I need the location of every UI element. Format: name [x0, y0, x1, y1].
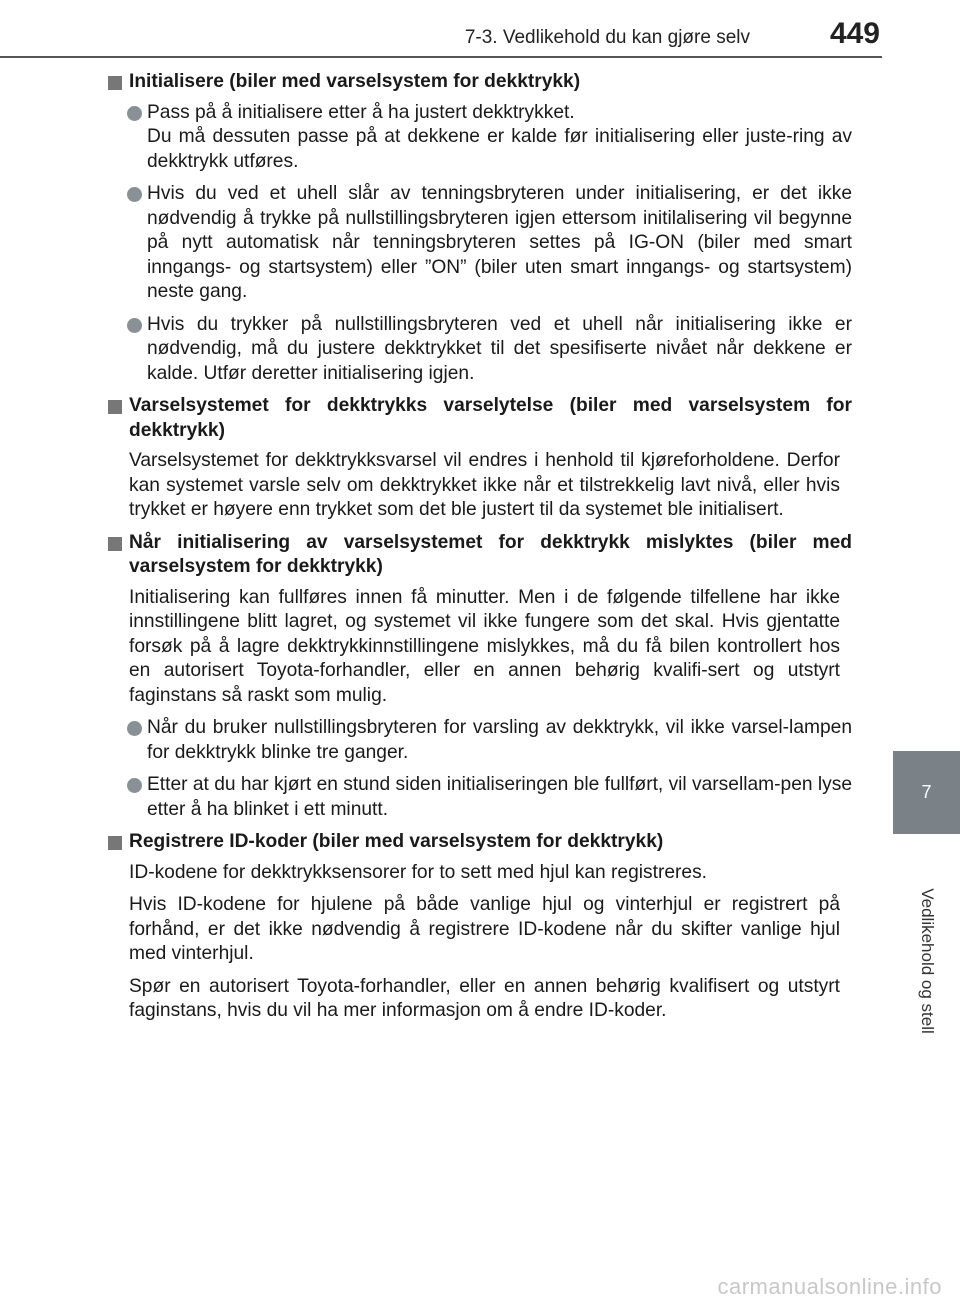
square-bullet-icon [108, 400, 122, 414]
circle-bullet-icon [127, 187, 142, 202]
paragraph: Varselsystemet for dekktrykksvarsel vil endres i henhold til kjøreforholdene. Derfor kan systemet varsle selv om dekktrykket ikke når et tilstrekkelig lavt nivå, eller hvis trykket er høyere enn trykket som det ble justert til da systemet ble initialisert. [129, 450, 840, 520]
chapter-label: Vedlikehold og stell [917, 888, 937, 1034]
circle-bullet-icon [127, 106, 142, 121]
bullet-item: Etter at du har kjørt en stund siden initialiseringen ble fullført, vil varsellam-pen lyse etter å ha blinket i ett minutt. [108, 773, 852, 822]
paragraph: Hvis ID-kodene for hjulene på både vanlige hjul og vinterhjul er registrert på forhånd, er det ikke nødvendig å registrere ID-kodene når du skifter vanlige hjul med vinterhjul. [129, 894, 840, 964]
square-bullet-icon [108, 76, 122, 90]
header-divider [0, 56, 882, 58]
section-heading: Initialisere (biler med varselsystem for dekktrykk) [108, 70, 852, 95]
bullet-item: Hvis du trykker på nullstillingsbryteren ved et uhell når initialisering ikke er nødvendig, må du justere dekktrykket til det spesifiserte nivået når dekkene er kalde. Utfør deretter initialisering igjen. [108, 313, 852, 387]
circle-bullet-icon [127, 721, 142, 736]
square-bullet-icon [108, 537, 122, 551]
section-heading: Når initialisering av varselsystemet for dekktrykk mislyktes (biler med varselsystem for dekktrykk) [108, 531, 852, 580]
section-heading: Registrere ID-koder (biler med varselsystem for dekktrykk) [108, 830, 852, 855]
circle-bullet-icon [127, 778, 142, 793]
chapter-number: 7 [921, 782, 932, 802]
bullet-item: Pass på å initialisere etter å ha justert dekktrykket. Du må dessuten passe på at dekkene er kalde før initialisering eller juste-ring av dekktrykk utføres. [108, 101, 852, 175]
page-header [0, 0, 960, 56]
page-number: 449 [829, 17, 880, 50]
chapter-side-label [893, 846, 960, 1076]
paragraph: Spør en autorisert Toyota-forhandler, eller en annen behørig kvalifisert og utstyrt faginstans, hvis du vil ha mer informasjon om å endre ID-koder. [129, 975, 840, 1021]
bullet-item: Når du bruker nullstillingsbryteren for varsling av dekktrykk, vil ikke varsel-lampen for dekktrykk blinke tre ganger. [108, 716, 852, 765]
square-bullet-icon [108, 836, 122, 850]
chapter-tab [893, 751, 960, 834]
section-heading: Varselsystemet for dekktrykks varselytelse (biler med varselsystem for dekktrykk) [108, 394, 852, 443]
bullet-item: Hvis du ved et uhell slår av tenningsbryteren under initialisering, er det ikke nødvendig å trykke på nullstillingsbryteren igjen ettersom initilalisering vil begynne på nytt automatisk når tenningsbryteren settes på IG-ON (biler med smart inngangs- og startsystem) eller ”ON” (biler uten smart inngangs- og startsystem) neste gang. [108, 182, 852, 305]
paragraph: ID-kodene for dekktrykksensorer for to sett med hjul kan registreres. [129, 861, 707, 883]
section-title: 7-3. Vedlikehold du kan gjøre selv [464, 27, 750, 48]
circle-bullet-icon [127, 318, 142, 333]
paragraph: Initialisering kan fullføres innen få minutter. Men i de følgende tilfellene har ikke innstillingene blitt lagret, og systemet vil ikke fungere som det skal. Hvis gjentatte forsøk på å lagre dekktrykkinnstillingene mislykkes, må du få bilen kontrollert hos en autorisert Toyota-forhandler, eller en annen behørig kvalifi-sert og utstyrt faginstans så raskt som mulig. [129, 586, 840, 706]
page-content [108, 70, 852, 1032]
watermark: carmanualsonline.info [717, 1274, 942, 1299]
